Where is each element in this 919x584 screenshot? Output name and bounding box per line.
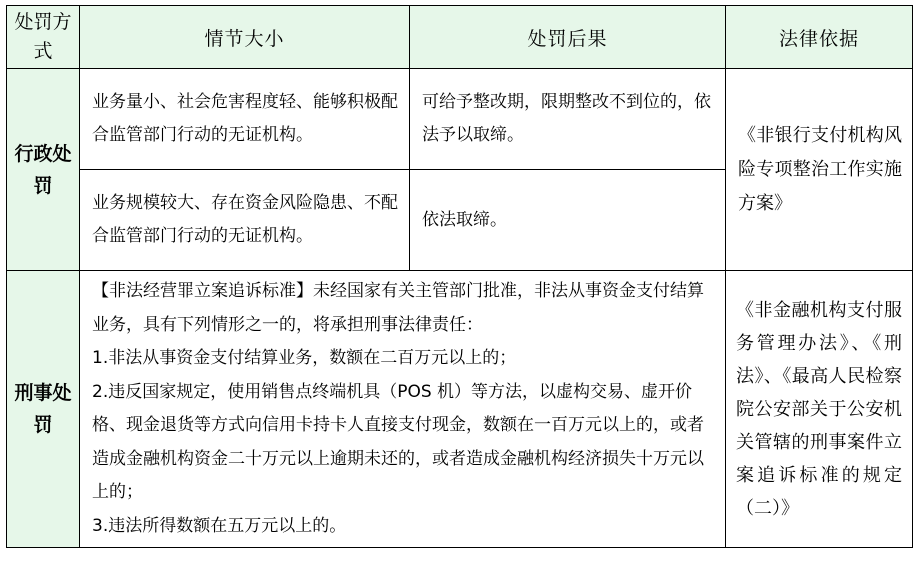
header-consequence: 处罚后果 xyxy=(410,6,726,69)
header-circumstance: 情节大小 xyxy=(80,6,410,69)
criminal-row xyxy=(7,271,913,548)
admin-result-1: 可给予整改期，限期整改不到位的，依法予以取缔。 xyxy=(410,69,726,170)
admin-case-1: 业务量小、社会危害程度轻、能够积极配合监管部门行动的无证机构。 xyxy=(80,69,410,170)
criminal-legal-basis: 《非金融机构支付服务管理办法》、《刑法》、《最高人民检察院公安部关于公安机关管辖的刑事案件立案追诉标准的规定（二）》 xyxy=(726,271,913,548)
header-method: 处罚方式 xyxy=(7,6,80,69)
criminal-item-2: 2.违反国家规定，使用销售点终端机具（POS 机）等方法，以虚构交易、虚开价格、现金退货等方式向信用卡持卡人直接支付现金，数额在一百万元以上的，或者造成金融机构资金二十万元以上逾期未还的，或者造成金融机构经济损失十万元以上的； xyxy=(92,381,704,502)
admin-case-2: 业务规模较大、存在资金风险隐患、不配合监管部门行动的无证机构。 xyxy=(80,170,410,271)
header-row xyxy=(7,6,913,69)
criminal-intro: 【非法经营罪立案追诉标准】未经国家有关主管部门批准，非法从事资金支付结算业务，具有下列情形之一的，将承担刑事法律责任： xyxy=(92,281,704,335)
criminal-item-1: 1.非法从事资金支付结算业务，数额在二百万元以上的； xyxy=(92,348,517,368)
header-legal-basis: 法律依据 xyxy=(726,6,913,69)
penalty-table xyxy=(6,5,913,548)
criminal-penalty-label: 刑事处罚 xyxy=(7,271,80,548)
admin-penalty-label: 行政处罚 xyxy=(7,69,80,271)
admin-row-1 xyxy=(7,69,913,170)
admin-result-2: 依法取缔。 xyxy=(410,170,726,271)
criminal-content xyxy=(80,271,726,548)
admin-legal-basis: 《非银行支付机构风险专项整治工作实施方案》 xyxy=(726,69,913,271)
criminal-item-3: 3.违法所得数额在五万元以上的。 xyxy=(92,515,347,536)
